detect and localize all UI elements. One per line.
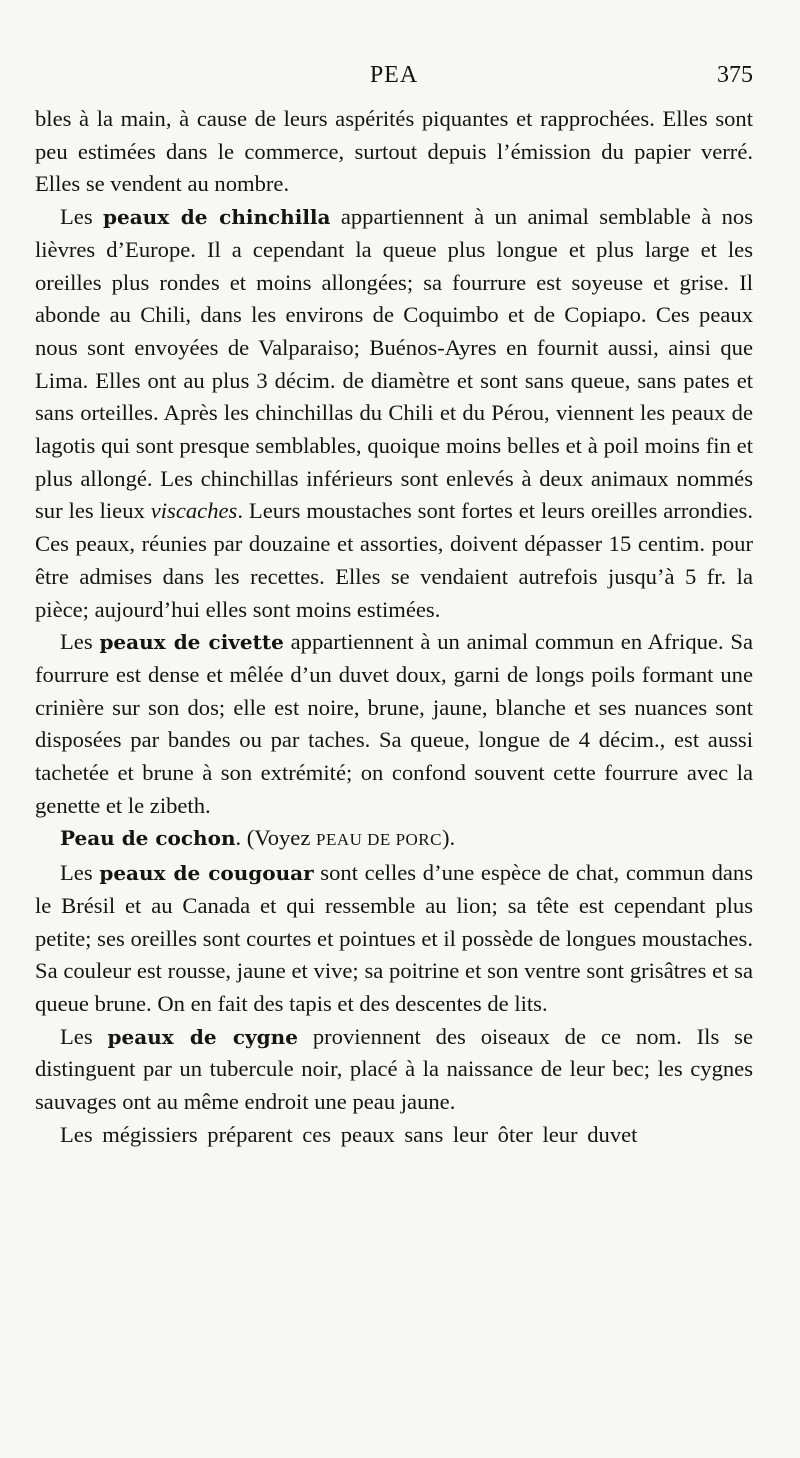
entry-tail: ).: [441, 825, 456, 851]
entry-term: Peau de cochon: [60, 826, 236, 851]
paragraph-final: [35, 1119, 753, 1152]
paragraph-text: bles à la main, à cause de leurs aspérités piquantes et rapprochées. Elles sont peu estimées dans le commerce, surtout depuis l’émission du papier verré. Elles se vendent au nombre.: [35, 106, 753, 197]
entry-text: . (Voyez: [235, 825, 317, 851]
entry-lead: Les: [60, 204, 103, 230]
entry-cygne: [35, 1021, 753, 1119]
entry-lead: Les: [60, 860, 100, 886]
entry-italic: viscaches: [150, 498, 238, 524]
entry-tail: . Leurs moustaches sont fortes et leurs oreilles arrondies. Ces peaux, réunies par douzaine et assorties, doivent dépasser 15 centim. pour être admises dans les recettes. Elles se vendaient autrefois jusqu’à 5 fr. la pièce; aujourd’hui elles sont moins estimées.: [35, 498, 753, 622]
entry-text: sont celles d’une espèce de chat, commun dans le Brésil et au Canada et qui ressemble au lion; sa tête est cependant plus petite; ses oreilles sont courtes et pointues et il possède de longues moustaches. Sa couleur est rousse, jaune et vive; sa poitrine et son ventre sont grisâtres et sa queue brune. On en fait des tapis et des descentes de lits.: [35, 860, 753, 1016]
entry-text: proviennent des oiseaux de ce nom. Ils se distinguent par un tubercule noir, placé à la naissance de leur bec; les cygnes sauvages ont au même endroit une peau jaune.: [35, 1023, 753, 1115]
paragraph-text: Les mégissiers préparent ces peaux sans leur ôter leur duvet: [60, 1121, 638, 1147]
entry-term: peaux de chinchilla: [102, 205, 331, 230]
entry-lead: Les: [60, 629, 100, 655]
entry-chinchilla: [35, 201, 753, 626]
running-title: PEA: [369, 62, 419, 88]
entry-text: appartiennent à un animal semblable à nos lièvres d’Europe. Il a cependant la queue plus longue et plus large et les oreilles plus rondes et moins allongées; sa fourrure est soyeuse et grise. Il abonde au Chili, dans les environs de Coquimbo et de Copiapo. Ces peaux nous sont envoyées de Valparaiso; Buénos-Ayres en fournit aussi, ainsi que Lima. Elles ont au plus 3 décim. de diamètre et sont sans queue, sans pates et sans orteilles. Après les chinchillas du Chili et du Pérou, viennent les peaux de lagotis qui sont presque semblables, quoique moins belles et à poil moins fin et plus allongé. Les chinchillas inférieurs sont enlevés à deux animaux nommés sur les lieux: [35, 204, 753, 524]
paragraph-continuation: [35, 103, 753, 201]
entry-cougouar: [35, 857, 753, 1021]
cross-reference: PEAU DE PORC: [316, 830, 442, 850]
entry-civette: [35, 626, 753, 822]
body-text: [35, 103, 753, 1152]
page-number: 375: [717, 62, 753, 88]
page-header: [35, 62, 753, 98]
entry-text: appartiennent à un animal commun en Afrique. Sa fourrure est dense et mêlée d’un duvet doux, garni de longs poils formant une crinière sur son dos; elle est noire, brune, jaune, blanche et ses nuances sont disposées par bandes ou par taches. Sa queue, longue de 4 décim., est aussi tachetée et brune à son extrémité; on confond souvent cette fourrure avec la genette et le zibeth.: [35, 629, 753, 818]
entry-term: peaux de cygne: [107, 1024, 298, 1049]
entry-term: peaux de cougouar: [99, 861, 314, 886]
entry-lead: Les: [60, 1023, 108, 1049]
entry-cochon: [35, 822, 753, 857]
entry-term: peaux de civette: [99, 630, 284, 655]
